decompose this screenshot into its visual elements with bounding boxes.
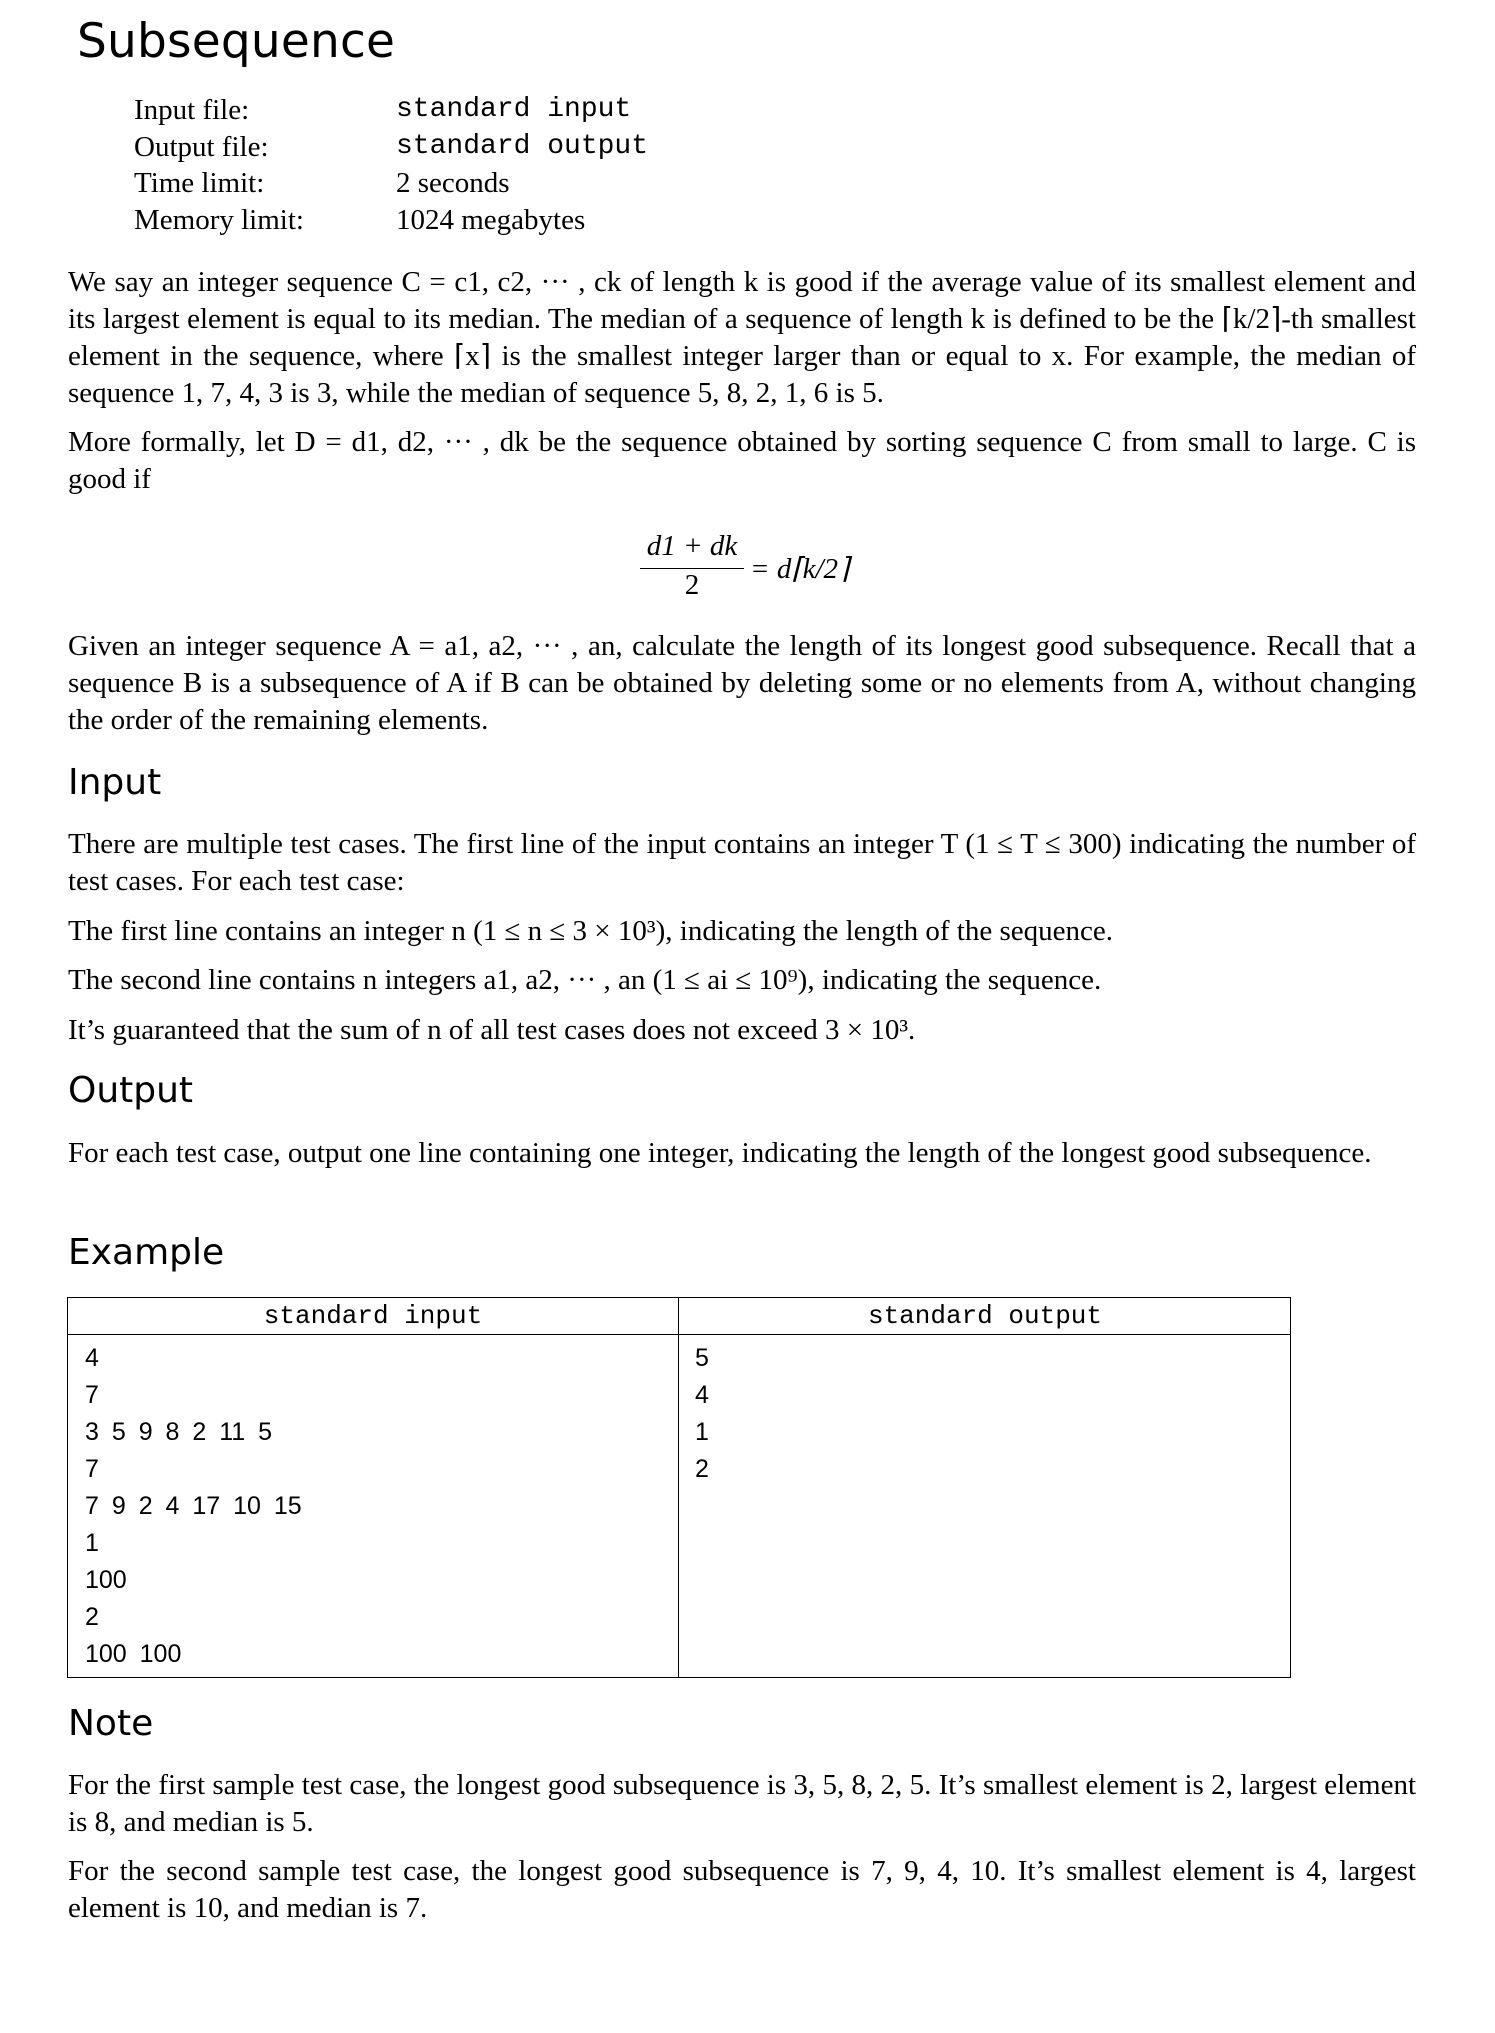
limit-value: 2 seconds <box>396 167 510 199</box>
example-output-line: 1 <box>695 1418 709 1446</box>
example-input-line: 1 <box>85 1529 99 1557</box>
output-paragraph-1: For each test case, output one line containing one integer, indicating the length of the longest good subsequence. <box>68 1137 1372 1169</box>
limit-row-time <box>134 165 648 202</box>
example-input-line: 7 <box>85 1455 99 1483</box>
example-heading: Example <box>68 1232 225 1273</box>
limit-row-input-file <box>134 92 648 129</box>
formula-fraction <box>640 530 744 603</box>
example-input-line: 100 100 <box>85 1640 182 1668</box>
table-divider <box>678 1298 679 1677</box>
limit-row-output-file <box>134 129 648 166</box>
example-input-lines <box>85 1340 302 1673</box>
example-output-lines <box>695 1340 709 1488</box>
example-input-line: 7 9 2 4 17 10 15 <box>85 1492 302 1520</box>
example-input-header: standard input <box>263 1301 483 1331</box>
limit-label: Time limit: <box>134 167 265 199</box>
limit-value: standard output <box>396 130 649 162</box>
output-heading: Output <box>68 1070 194 1111</box>
statement-paragraph-1: We say an integer sequence C = c1, c2, ··· , ck of length k is good if the average value of its smallest element and its largest element is equal to its median. The median of a sequence of length k is defined to be the ⌈k/2⌉-th smallest element in the sequence, where ⌈x⌉ is the smallest integer larger than or equal to x. For example, the median of sequence 1, 7, 4, 3 is 3, while the median of sequence 5, 8, 2, 1, 6 is 5. <box>68 266 1416 409</box>
formula-rhs: = d⌈k/2⌉ <box>750 553 850 585</box>
input-paragraph-4: It’s guaranteed that the sum of n of all test cases does not exceed 3 × 10³. <box>68 1014 916 1046</box>
statement-paragraph-2: More formally, let D = d1, d2, ··· , dk be the sequence obtained by sorting sequence C from small to large. C is good if <box>68 426 1416 495</box>
formula-denominator: 2 <box>684 569 700 601</box>
note-heading: Note <box>68 1703 154 1744</box>
example-input-line: 7 <box>85 1381 99 1409</box>
input-paragraph-3: The second line contains n integers a1, a2, ··· , an (1 ≤ ai ≤ 10⁹), indicating the sequence. <box>68 964 1102 996</box>
table-header-rule <box>68 1334 1290 1335</box>
example-input-line: 100 <box>85 1566 127 1594</box>
example-output-header: standard output <box>867 1301 1103 1331</box>
limits-table <box>134 92 648 238</box>
limit-label: Input file: <box>134 94 250 126</box>
note-paragraph-2: For the second sample test case, the longest good subsequence is 7, 9, 4, 10. It’s smallest element is 4, largest element is 10, and median is 7. <box>68 1855 1416 1924</box>
limit-value: standard input <box>396 94 632 125</box>
example-output-line: 4 <box>695 1381 709 1409</box>
example-input-line: 4 <box>85 1344 99 1372</box>
problem-title: Subsequence <box>77 14 396 69</box>
limit-label: Output file: <box>134 130 269 163</box>
example-output-line: 2 <box>695 1455 709 1483</box>
formula-numerator: d1 + dk <box>646 530 738 562</box>
input-heading: Input <box>68 762 162 803</box>
statement-paragraph-3: Given an integer sequence A = a1, a2, ··· , an, calculate the length of its longest good subsequence. Recall that a sequence B is a subsequence of A if B can be obtained by deleting some or no elements from A, without changing the order of the remaining elements. <box>68 630 1416 736</box>
input-paragraph-2: The first line contains an integer n (1 ≤ n ≤ 3 × 10³), indicating the length of the sequence. <box>68 915 1114 947</box>
limit-value: 1024 megabytes <box>396 203 586 236</box>
limit-row-memory <box>134 202 648 239</box>
input-paragraph-1: There are multiple test cases. The first line of the input contains an integer T (1 ≤ T ≤ 300) indicating the number of test cases. For each test case: <box>68 828 1416 897</box>
example-input-line: 2 <box>85 1603 99 1631</box>
example-input-line: 3 5 9 8 2 11 5 <box>85 1418 273 1446</box>
limit-label: Memory limit: <box>134 203 304 236</box>
example-table <box>67 1297 1291 1678</box>
example-output-line: 5 <box>695 1344 709 1372</box>
note-paragraph-1: For the first sample test case, the longest good subsequence is 3, 5, 8, 2, 5. It’s smallest element is 2, largest element is 8, and median is 5. <box>68 1769 1416 1838</box>
